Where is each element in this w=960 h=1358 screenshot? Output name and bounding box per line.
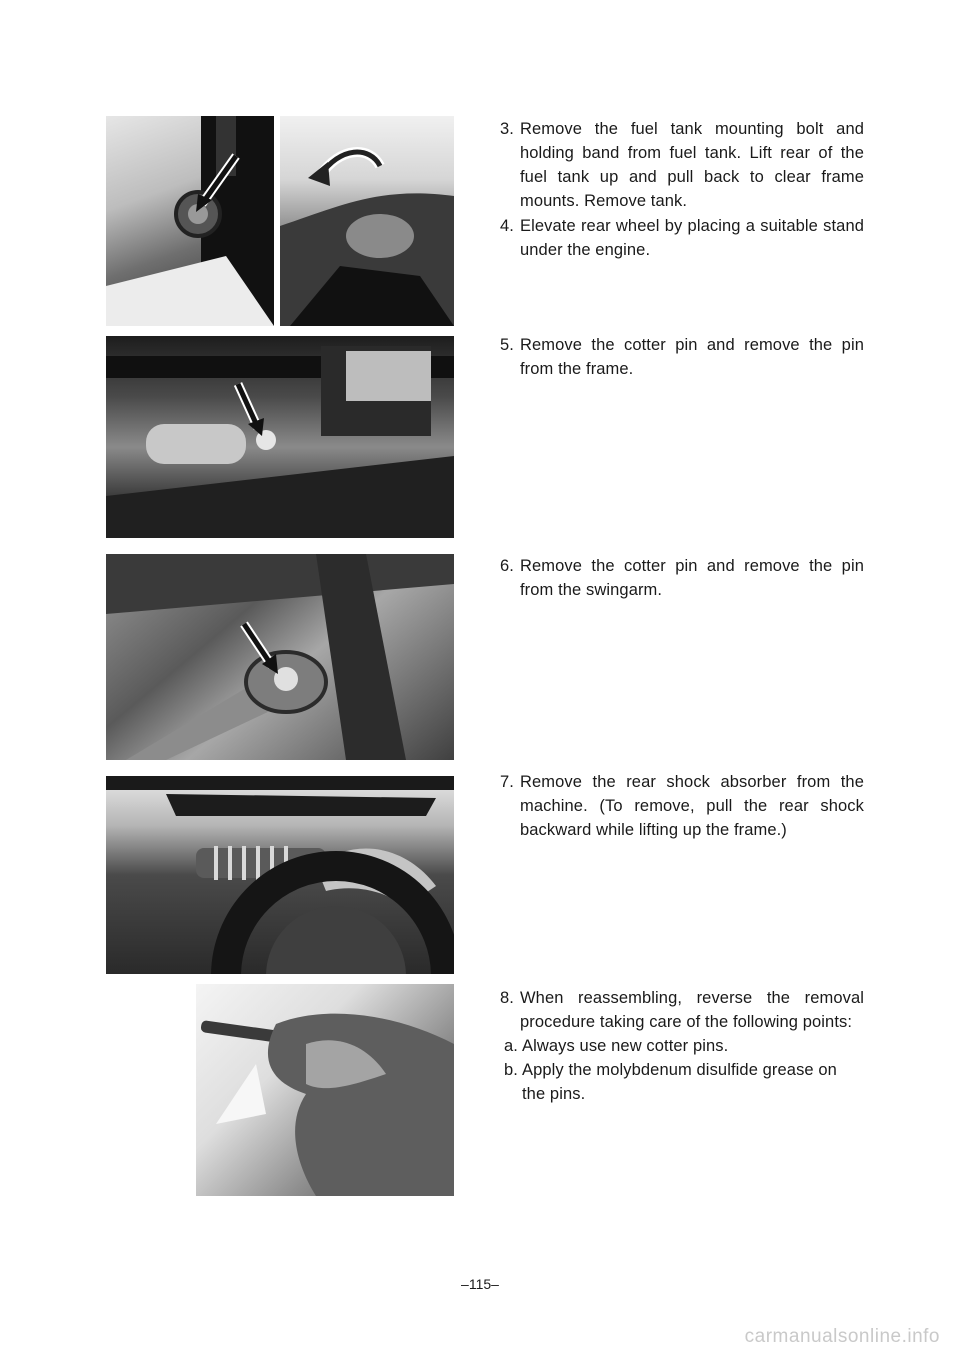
- step-number: 5.: [500, 336, 514, 354]
- step-text: Remove the cotter pin and remove the pin from the frame.: [520, 336, 864, 378]
- substep-b: [498, 1058, 864, 1106]
- step-4: [484, 214, 864, 262]
- page-number: –115–: [461, 1276, 499, 1292]
- fig-rear-shock-removal: [106, 776, 454, 974]
- step-number: 6.: [500, 557, 514, 575]
- step-6: [484, 554, 864, 602]
- fig-fuel-tank-bolt: [106, 116, 274, 326]
- fig-grease-pin: [196, 984, 454, 1196]
- step-number: 4.: [500, 217, 514, 235]
- step-number: 7.: [500, 773, 514, 791]
- fig-fuel-tank-lift: [280, 116, 454, 326]
- step-text: Elevate rear wheel by placing a suitable stand under the engine.: [520, 217, 864, 259]
- step-number: 8.: [500, 989, 514, 1007]
- step-text: Remove the cotter pin and remove the pin from the swingarm.: [520, 557, 864, 599]
- curved-arrow-icon: [280, 116, 454, 326]
- step-3: [484, 117, 864, 213]
- step-8: [484, 986, 864, 1106]
- fig-swingarm-cotter-pin: [106, 554, 454, 760]
- substep-letter: a.: [504, 1037, 518, 1055]
- step-text: Remove the rear shock absorber from the machine. (To remove, pull the rear shock backward while lifting up the frame.): [520, 773, 864, 839]
- hand-icon: [106, 776, 454, 974]
- substep-a: [498, 1034, 864, 1058]
- step-5: [484, 333, 864, 381]
- hand-icon: [196, 984, 454, 1196]
- substep-letter: b.: [504, 1061, 518, 1079]
- arrow-icon: [106, 336, 454, 538]
- step-number: 3.: [500, 120, 514, 138]
- step-text: When reassembling, reverse the removal procedure taking care of the following points:: [520, 989, 864, 1031]
- substep-text: Apply the molybdenum disulfide grease on the pins.: [522, 1061, 837, 1103]
- bolt-arrow-icon: [106, 116, 274, 326]
- step-text: Remove the fuel tank mounting bolt and holding band from fuel tank. Lift rear of the fuel tank up and pull back to clear frame mounts. Remove tank.: [520, 120, 864, 210]
- watermark: carmanualsonline.info: [744, 1326, 940, 1347]
- fig-frame-cotter-pin: [106, 336, 454, 538]
- substep-text: Always use new cotter pins.: [522, 1037, 729, 1055]
- arrow-icon: [106, 554, 454, 760]
- step-7: [484, 770, 864, 842]
